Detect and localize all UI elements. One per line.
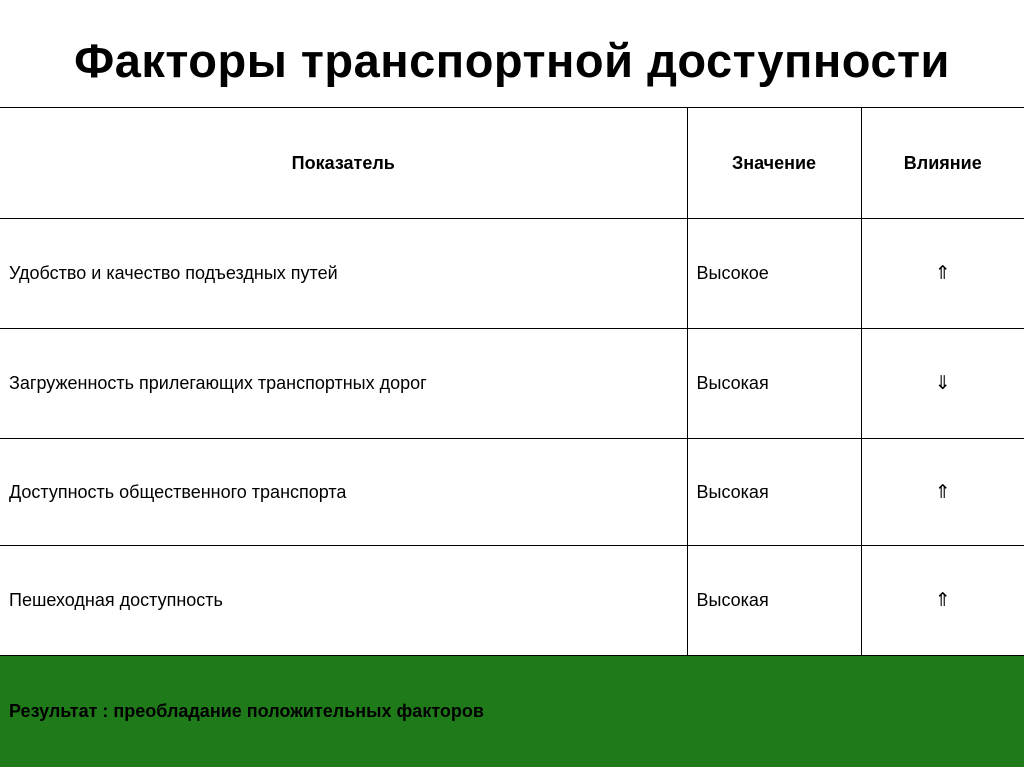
table-row (0, 439, 1024, 546)
cell-indicator: Доступность общественного транспорта (0, 439, 687, 546)
cell-value: Высокая (687, 546, 861, 656)
arrow-up-icon: ⇑ (861, 439, 1024, 546)
table-row (0, 329, 1024, 439)
table-row (0, 546, 1024, 656)
cell-indicator: Загруженность прилегающих транспортных дорог (0, 329, 687, 439)
cell-value: Высокая (687, 439, 861, 546)
arrow-up-icon: ⇑ (861, 219, 1024, 329)
arrow-down-icon: ⇓ (861, 329, 1024, 439)
cell-indicator: Пешеходная доступность (0, 546, 687, 656)
header-value: Значение (687, 108, 861, 219)
cell-value: Высокое (687, 219, 861, 329)
table-header-row (0, 108, 1024, 219)
page-title: Факторы транспортной доступности (74, 34, 950, 87)
cell-indicator: Удобство и качество подъездных путей (0, 219, 687, 329)
result-banner (0, 655, 1024, 767)
header-indicator: Показатель (0, 108, 687, 219)
cell-value: Высокая (687, 329, 861, 439)
arrow-up-icon: ⇑ (861, 546, 1024, 656)
header-effect: Влияние (861, 108, 1024, 219)
factors-table (0, 107, 1024, 656)
result-text: Результат : преобладание положительных факторов (9, 701, 484, 721)
table-row (0, 219, 1024, 329)
